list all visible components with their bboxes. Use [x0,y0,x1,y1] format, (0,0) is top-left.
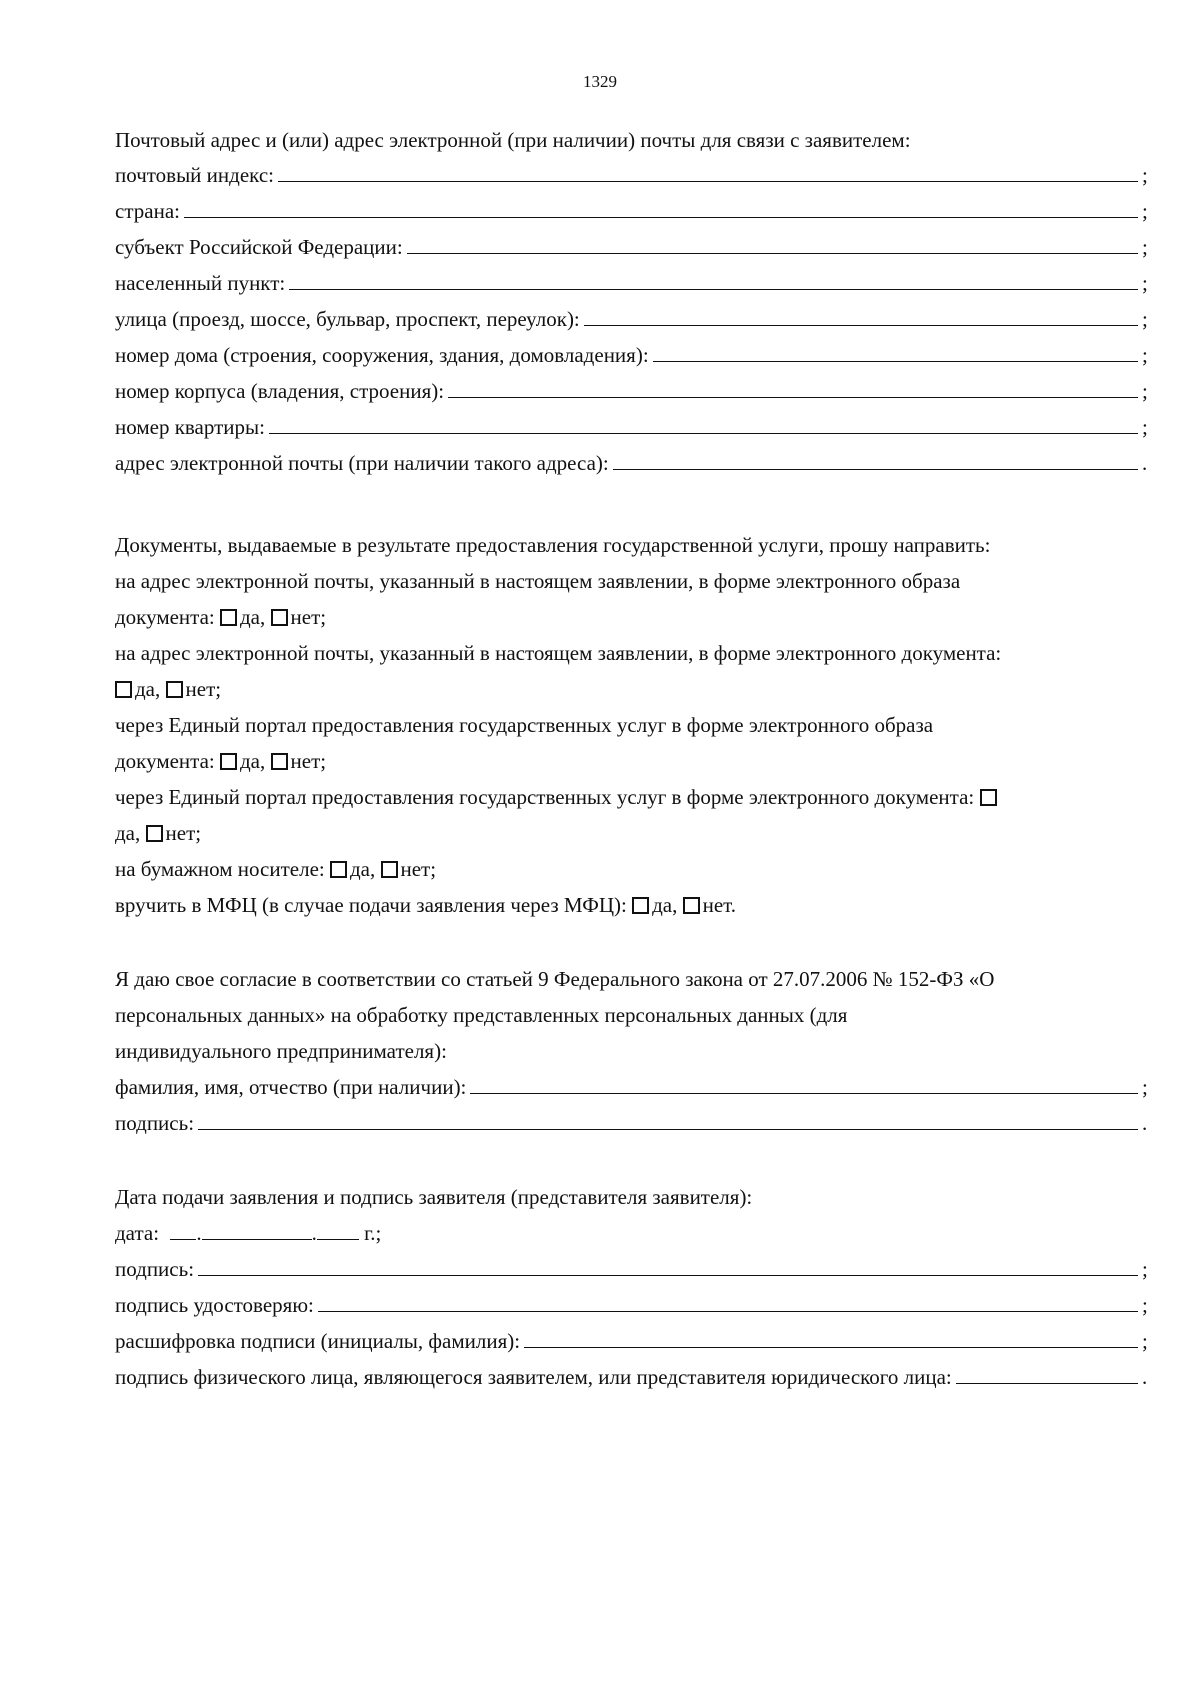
country-field[interactable] [184,197,1138,218]
country-label: страна: [115,199,180,223]
postal-code-label: почтовый индекс: [115,163,274,187]
submission-sign-label: подпись: [115,1257,195,1281]
consent-sign-row: подпись: . [115,1108,1150,1138]
address-heading: Почтовый адрес и (или) адрес электронной (при наличии) почты для связи с заявителем: [115,128,911,152]
option-4-yes-checkbox[interactable] [980,789,997,806]
country-row: страна: ; [115,196,1150,226]
email-field[interactable] [613,449,1138,470]
date-year-field[interactable] [317,1219,359,1240]
submission-sign-row: подпись: ; [115,1254,1150,1284]
certify-label: подпись удостоверяю: [115,1293,314,1317]
date-month-field[interactable] [202,1219,312,1240]
region-label: субъект Российской Федерации: [115,235,403,259]
date-label: дата: [115,1221,160,1245]
certify-row: подпись удостоверяю: ; [115,1290,1150,1320]
delivery-option-2: да, нет; [115,674,1150,704]
delivery-option-1-text: на адрес электронной почты, указанный в настоящем заявлении, в форме электронного образа [115,569,961,593]
decode-label: расшифровка подписи (инициалы, фамилия): [115,1329,521,1353]
option-1-no-checkbox[interactable] [271,609,288,626]
decode-row: расшифровка подписи (инициалы, фамилия): ; [115,1326,1150,1356]
delivery-option-5: на бумажном носителе: да, нет; [115,857,437,881]
consent-sign-label: подпись: [115,1111,195,1135]
consent-line-1: Я даю свое согласие в соответствии со статьей 9 Федерального закона от 27.07.2006 № 152-ФЗ «О [115,967,995,991]
date-row: дата: . . г.; [115,1221,382,1245]
delivery-option-3-text: через Единый портал предоставления государственных услуг в форме электронного образа [115,713,934,737]
person-sign-row: подпись физического лица, являющегося заявителем, или представителя юридического лица: . [115,1362,1150,1392]
street-label: улица (проезд, шоссе, бульвар, проспект, переулок): [115,307,580,331]
region-row: субъект Российской Федерации: ; [115,232,1150,262]
consent-fio-label: фамилия, имя, отчество (при наличии): [115,1075,467,1099]
person-sign-field[interactable] [956,1363,1138,1384]
postal-code-field[interactable] [278,161,1138,182]
locality-field[interactable] [289,269,1138,290]
email-row: адрес электронной почты (при наличии такого адреса): . [115,448,1150,478]
option-4-no-checkbox[interactable] [146,825,163,842]
consent-fio-field[interactable] [470,1073,1138,1094]
delivery-option-4-text: через Единый портал предоставления государственных услуг в форме электронного документа: [115,782,1150,812]
option-3-no-checkbox[interactable] [271,753,288,770]
region-field[interactable] [407,233,1138,254]
house-field[interactable] [653,341,1138,362]
locality-label: населенный пункт: [115,271,286,295]
house-label: номер дома (строения, сооружения, здания, домовладения): [115,343,649,367]
delivery-option-6: вручить в МФЦ (в случае подачи заявления через МФЦ): да, нет. [115,893,737,917]
street-row: улица (проезд, шоссе, бульвар, проспект, переулок): ; [115,304,1150,334]
locality-row: населенный пункт: ; [115,268,1150,298]
apartment-field[interactable] [269,413,1138,434]
apartment-row: номер квартиры: ; [115,412,1150,442]
submission-sign-field[interactable] [198,1255,1138,1276]
delivery-option-2-text: на адрес электронной почты, указанный в настоящем заявлении, в форме электронного документа: [115,641,1002,665]
building-row: номер корпуса (владения, строения): ; [115,376,1150,406]
apartment-label: номер квартиры: [115,415,265,439]
delivery-option-4: да, нет; [115,821,202,845]
page-number: 1329 [583,72,617,91]
consent-fio-row: фамилия, имя, отчество (при наличии): ; [115,1072,1150,1102]
delivery-option-3: документа: да, нет; [115,749,327,773]
option-5-no-checkbox[interactable] [381,861,398,878]
consent-line-2: персональных данных» на обработку представленных персональных данных (для [115,1003,848,1027]
consent-sign-field[interactable] [198,1109,1138,1130]
option-1-yes-checkbox[interactable] [220,609,237,626]
delivery-option-1: документа: да, нет; [115,605,327,629]
building-field[interactable] [448,377,1138,398]
option-5-yes-checkbox[interactable] [330,861,347,878]
building-label: номер корпуса (владения, строения): [115,379,445,403]
option-6-no-checkbox[interactable] [683,897,700,914]
option-2-yes-checkbox[interactable] [115,681,132,698]
submission-heading: Дата подачи заявления и подпись заявителя (представителя заявителя): [115,1185,753,1209]
postal-code-row: почтовый индекс: ; [115,160,1150,190]
street-field[interactable] [584,305,1138,326]
option-3-yes-checkbox[interactable] [220,753,237,770]
consent-line-3: индивидуального предпринимателя): [115,1039,447,1063]
person-sign-label: подпись физического лица, являющегося заявителем, или представителя юридического лица: [115,1365,952,1389]
option-2-no-checkbox[interactable] [166,681,183,698]
date-day-field[interactable] [170,1219,196,1240]
certify-field[interactable] [318,1291,1138,1312]
decode-field[interactable] [524,1327,1138,1348]
delivery-heading: Документы, выдаваемые в результате предоставления государственной услуги, прошу направить: [115,533,991,557]
option-6-yes-checkbox[interactable] [632,897,649,914]
email-label: адрес электронной почты (при наличии такого адреса): [115,451,609,475]
house-row: номер дома (строения, сооружения, здания, домовладения): ; [115,340,1150,370]
